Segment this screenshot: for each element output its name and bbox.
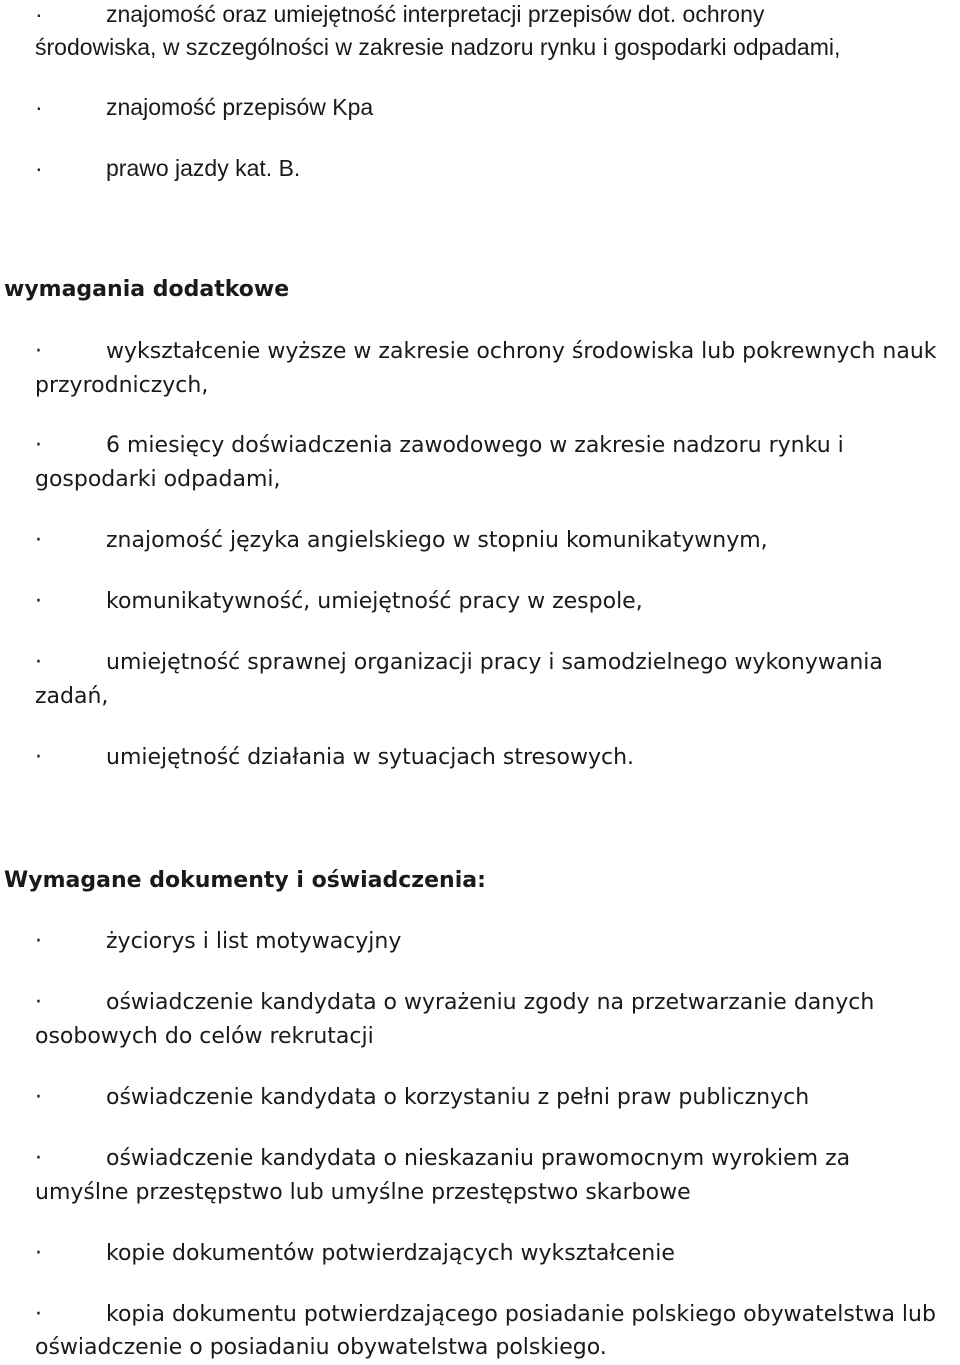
bullet: · (35, 929, 42, 954)
list-item (0, 429, 960, 463)
item-text-line1: życiorys i list motywacyjny (106, 929, 402, 954)
list-item (0, 1237, 960, 1271)
bullet: · (35, 1085, 42, 1110)
list-item-continuation: gospodarki odpadami, (35, 467, 281, 492)
item-text-line1: kopie dokumentów potwierdzających wykształcenie (106, 1241, 675, 1266)
bullet: · (35, 1241, 42, 1266)
list-item (0, 646, 960, 680)
bullet: · (35, 745, 42, 770)
item-text-line1: 6 miesięcy doświadczenia zawodowego w zakresie nadzoru rynku i (106, 433, 844, 458)
bullet: · (35, 433, 42, 458)
list-item (0, 1298, 960, 1332)
list-item-continuation: środowiska, w szczególności w zakresie nadzoru rynku i gospodarki odpadami, (35, 34, 841, 60)
bullet: · (35, 94, 43, 120)
list-item (0, 0, 960, 31)
list-item (0, 1081, 960, 1115)
list-item (0, 741, 960, 775)
bullet: · (35, 528, 42, 553)
bullet: · (35, 1302, 42, 1327)
item-text-line1: komunikatywność, umiejętność pracy w zespole, (106, 589, 643, 614)
list-item-continuation: umyślne przestępstwo lub umyślne przestępstwo skarbowe (35, 1180, 691, 1205)
item-text-line1: znajomość przepisów Kpa (106, 94, 374, 120)
item-text-line1: umiejętność działania w sytuacjach stresowych. (106, 745, 635, 770)
list-item (0, 925, 960, 959)
bullet: · (35, 1146, 42, 1171)
list-item-continuation: osobowych do celów rekrutacji (35, 1024, 374, 1049)
item-text-line1: oświadczenie kandydata o nieskazaniu prawomocnym wyrokiem za (106, 1146, 851, 1171)
item-text-line1: znajomość języka angielskiego w stopniu komunikatywnym, (106, 528, 768, 553)
list-item-continuation: zadań, (35, 684, 109, 709)
list-item (0, 151, 960, 185)
bullet: · (35, 1, 43, 27)
bullet: · (35, 990, 42, 1015)
bullet: · (35, 339, 42, 364)
item-text-line1: umiejętność sprawnej organizacji pracy i samodzielnego wykonywania (106, 650, 883, 675)
section-heading-required-documents: Wymagane dokumenty i oświadczenia: (4, 868, 486, 893)
list-item-continuation: oświadczenie o posiadaniu obywatelstwa polskiego. (35, 1335, 607, 1360)
list-item (0, 585, 960, 619)
list-item (0, 1142, 960, 1176)
list-item (0, 986, 960, 1020)
bullet: · (35, 650, 42, 675)
list-item (0, 524, 960, 558)
item-text-line1: oświadczenie kandydata o wyrażeniu zgody na przetwarzanie danych (106, 990, 875, 1015)
item-text-line1: oświadczenie kandydata o korzystaniu z pełni praw publicznych (106, 1085, 810, 1110)
item-text-line1: znajomość oraz umiejętność interpretacji przepisów dot. ochrony (106, 1, 765, 27)
bullet: · (35, 589, 42, 614)
item-text-line1: wykształcenie wyższe w zakresie ochrony środowiska lub pokrewnych nauk (106, 339, 937, 364)
section-heading-additional-requirements: wymagania dodatkowe (4, 277, 290, 302)
item-text-line1: kopia dokumentu potwierdzającego posiadanie polskiego obywatelstwa lub (106, 1302, 936, 1327)
list-item-continuation: przyrodniczych, (35, 373, 209, 398)
bullet: · (35, 155, 43, 181)
item-text-line1: prawo jazdy kat. B. (106, 155, 301, 181)
list-item (0, 335, 960, 369)
list-item (0, 90, 960, 124)
